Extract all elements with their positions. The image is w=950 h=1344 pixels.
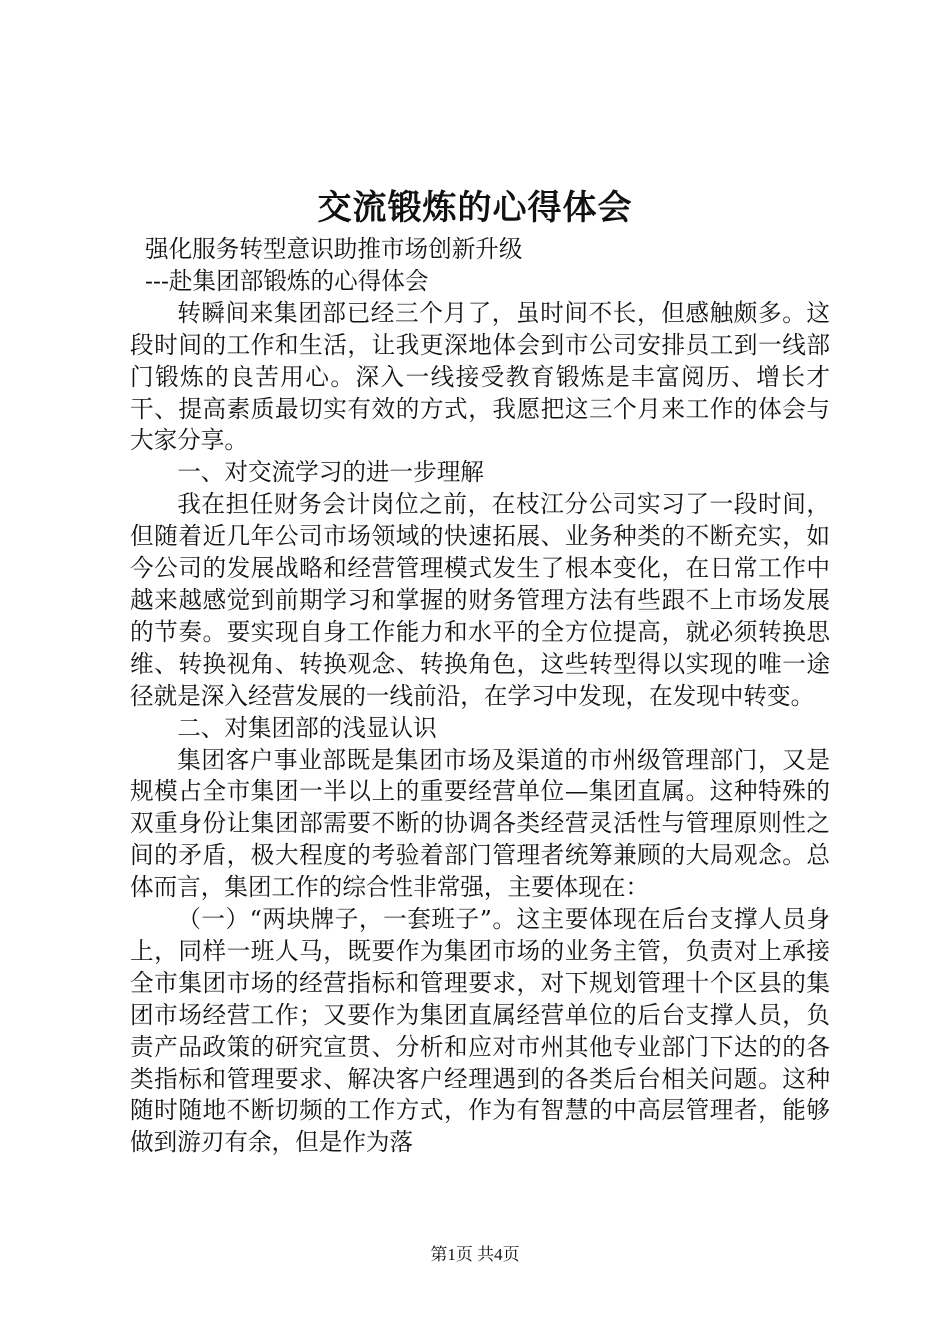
document-body [130,234,830,1159]
subtitle-main: 强化服务转型意识助推市场创新升级 [145,235,523,263]
page-number-footer: 第1页 共4页 [430,1245,520,1264]
document-title: 交流锻炼的心得体会 [317,188,633,228]
paragraph-point-1: （一）“两块牌子，一套班子”。这主要体现在后台支撑人员身上，同样一班人马，既要作为集团市场的业务主管，负责对上承接全市集团市场的经营指标和管理要求，对下规划管理十个区县的集团市场经营工作；又要作为集团直属经营单位的后台支撑人员，负责产品政策的研究宣贯、分析和应对市州其他专业部门下达的的各类指标和管理要求、解决客户经理遇到的各类后台相关问题。这种随时随地不断切频的工作方式，作为有智慧的中高层管理者，能够做到游刃有余，但是作为落 [130,905,830,1157]
section-heading-1: 一、对交流学习的进一步理解 [177,458,484,487]
paragraph-section-1: 我在担任财务会计岗位之前，在枝江分公司实习了一段时间，但随着近几年公司市场领域的快速拓展、业务种类的不断充实，如今公司的发展战略和经营管理模式发生了根本变化，在日常工作中越来越感觉到前期学习和掌握的财务管理方法有些跟不上市场发展的节奏。要实现自身工作能力和水平的全方位提高，就必须转换思维、转换视角、转换观念、转换角色，这些转型得以实现的唯一途径就是深入经营发展的一线前沿，在学习中发现，在发现中转变。 [130,490,830,710]
paragraph-intro: 转瞬间来集团部已经三个月了，虽时间不长，但感触颇多。这段时间的工作和生活，让我更深地体会到市公司安排员工到一线部门锻炼的良苦用心。深入一线接受教育锻炼是丰富阅历、增长才干、提高素质最切实有效的方式，我愿把这三个月来工作的体会与大家分享。 [130,298,830,455]
subtitle-sub: ---赴集团部锻炼的心得体会 [145,266,429,295]
paragraph-section-2: 集团客户事业部既是集团市场及渠道的市州级管理部门，又是规模占全市集团一半以上的重要经营单位—集团直属。这种特殊的双重身份让集团部需要不断的协调各类经营灵活性与管理原则性之间的矛盾，极大程度的考验着部门管理者统筹兼顾的大局观念。总体而言，集团工作的综合性非常强，主要体现在： [130,745,830,902]
section-heading-2: 二、对集团部的浅显认识 [177,713,437,742]
